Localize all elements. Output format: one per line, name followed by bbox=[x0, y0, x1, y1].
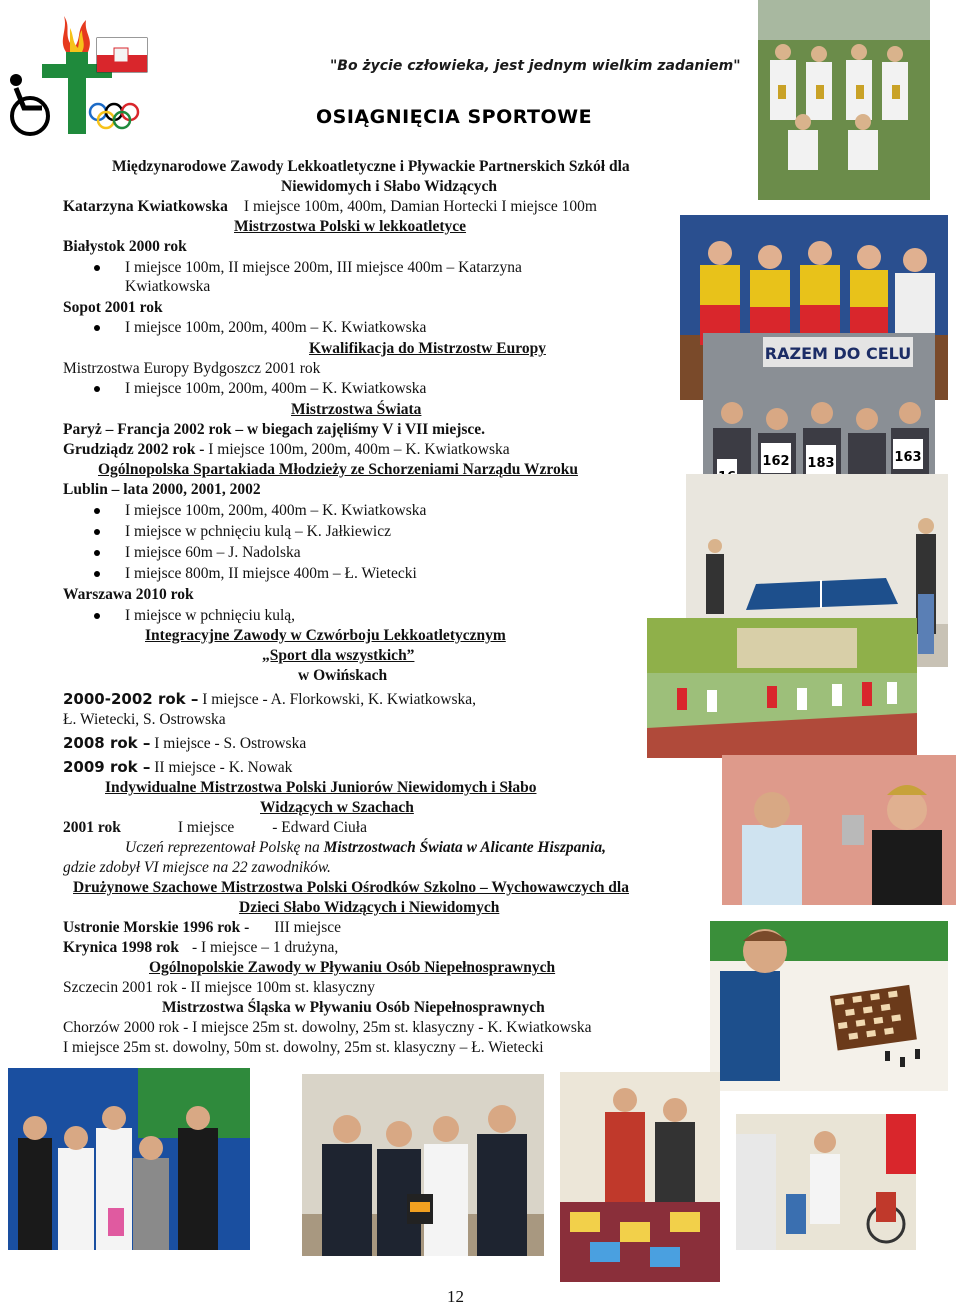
note-line: gdzie zdobył VI miejsce na 22 zawodników. bbox=[63, 859, 331, 876]
location-year: Lublin – lata 2000, 2001, 2002 bbox=[63, 481, 261, 498]
result-line: I miejsce 100m, 200m, 400m – K. Kwiatkowska bbox=[125, 319, 427, 336]
section-heading: Drużynowe Szachowe Mistrzostwa Polski Ośrodków Szkolno – Wychowawczych dla bbox=[73, 879, 629, 896]
result-line bbox=[63, 818, 367, 838]
bullet bbox=[94, 325, 100, 331]
photo-wheelchair-event bbox=[736, 1114, 916, 1250]
section-heading: Dzieci Słabo Widzących i Niewidomych bbox=[239, 899, 500, 916]
photo-chess-award bbox=[722, 755, 956, 905]
section-heading: w Owińskach bbox=[298, 667, 388, 684]
result-line bbox=[63, 757, 292, 778]
result-line bbox=[63, 733, 306, 754]
place-text: III miejsce bbox=[274, 919, 341, 936]
bullet bbox=[94, 529, 100, 535]
result-line: I miejsce 60m – J. Nadolska bbox=[125, 544, 301, 561]
result-line bbox=[63, 938, 338, 958]
bullet bbox=[94, 571, 100, 577]
bullet bbox=[94, 265, 100, 271]
result-text: II miejsce - K. Nowak bbox=[150, 759, 293, 776]
page-number: 12 bbox=[447, 1287, 464, 1306]
result-line: I miejsce 100m, 200m, 400m – K. Kwiatkowska bbox=[125, 380, 427, 397]
bullet bbox=[94, 550, 100, 556]
place-text: I miejsce bbox=[177, 819, 235, 836]
result-line: I miejsce 800m, II miejsce 400m – Ł. Wietecki bbox=[125, 565, 417, 582]
event-heading: Niewidomych i Słabo Widzących bbox=[281, 178, 498, 195]
bib-number: 183 bbox=[807, 456, 835, 471]
result-text: I miejsce 100m, 400m, Damian Hortecki I miejsce 100m bbox=[243, 198, 597, 215]
result-line: Ł. Wietecki, S. Ostrowska bbox=[63, 711, 226, 728]
location-year: Ustronie Morskie 1996 rok - bbox=[63, 919, 250, 936]
athlete-name: Katarzyna Kwiatkowska bbox=[63, 198, 228, 215]
section-heading: Kwalifikacja do Mistrzostw Europy bbox=[309, 340, 546, 357]
athlete-name: - Edward Ciuła bbox=[272, 819, 367, 836]
event-heading: Międzynarodowe Zawody Lekkoatletyczne i Pływackie Partnerskich Szkół dla bbox=[112, 158, 630, 175]
bullet bbox=[94, 386, 100, 392]
section-heading: Mistrzostwa Polski w lekkoatletyce bbox=[234, 218, 467, 235]
location-year: Białystok 2000 rok bbox=[63, 238, 187, 255]
section-heading: Mistrzostwa Świata bbox=[291, 401, 422, 418]
photo-exhibition bbox=[560, 1072, 720, 1282]
page-title: OSIĄGNIĘCIA SPORTOWE bbox=[316, 106, 593, 128]
photo-award-ceremony-2 bbox=[302, 1074, 544, 1256]
location-year: Grudziądz 2002 rok - bbox=[63, 441, 209, 458]
location-year: Warszawa 2010 rok bbox=[63, 586, 194, 603]
bullet bbox=[94, 613, 100, 619]
result-line: I miejsce w pchnięciu kulą, bbox=[125, 607, 296, 624]
result-line: I miejsce w pchnięciu kulą – K. Jałkiewicz bbox=[125, 523, 391, 540]
result-text: I miejsce - A. Florkowski, K. Kwiatkowska, bbox=[198, 691, 477, 708]
result-text: I miejsce - S. Ostrowska bbox=[150, 735, 307, 752]
year-label: 2000-2002 rok – bbox=[63, 690, 199, 708]
result-line bbox=[63, 440, 510, 460]
place-text: - I miejsce – 1 drużyna, bbox=[191, 939, 339, 956]
result-line: Szczecin 2001 rok - II miejsce 100m st. klasyczny bbox=[63, 979, 376, 996]
year-label: 2001 rok bbox=[63, 819, 121, 836]
section-heading: Indywidualne Mistrzostwa Polski Juniorów Niewidomych i Słabo bbox=[105, 779, 537, 796]
photo-trophy-team bbox=[758, 0, 930, 200]
year-label: 2008 rok – bbox=[63, 734, 151, 752]
result-line bbox=[63, 197, 597, 217]
section-heading: Ogólnopolskie Zawody w Pływaniu Osób Niepełnosprawnych bbox=[149, 959, 556, 976]
result-line bbox=[63, 918, 341, 938]
bib-number: 162 bbox=[762, 454, 790, 469]
location-year: Sopot 2001 rok bbox=[63, 299, 163, 316]
section-heading: Widzących w Szachach bbox=[260, 799, 414, 816]
result-line: Chorzów 2000 rok - I miejsce 25m st. dowolny, 25m st. klasyczny - K. Kwiatkowska bbox=[63, 1019, 592, 1036]
section-heading: Mistrzostwa Śląska w Pływaniu Osób Niepełnosprawnych bbox=[162, 999, 545, 1016]
section-heading: „Sport dla wszystkich” bbox=[262, 647, 415, 664]
photo-athletics-race bbox=[647, 618, 917, 758]
photo-award-ceremony-1 bbox=[8, 1068, 250, 1250]
bullet bbox=[94, 508, 100, 514]
location-year: Krynica 1998 rok bbox=[63, 939, 179, 956]
result-text: I miejsce 100m, 200m, 400m – K. Kwiatkowska bbox=[208, 441, 510, 458]
photo-chess-game bbox=[710, 921, 948, 1091]
section-heading: Integracyjne Zawody w Czwórboju Lekkoatletycznym bbox=[145, 627, 506, 644]
year-label: 2009 rok – bbox=[63, 758, 151, 776]
result-line: I miejsce 100m, II miejsce 200m, III miejsce 400m – Katarzyna bbox=[125, 259, 522, 276]
school-sports-logo bbox=[2, 8, 152, 138]
result-line bbox=[63, 689, 476, 710]
result-line: I miejsce 100m, 200m, 400m – K. Kwiatkowska bbox=[125, 502, 427, 519]
result-line: Kwiatkowska bbox=[125, 278, 211, 295]
result-line: Paryż – Francja 2002 rok – w biegach zajęliśmy V i VII miejsce. bbox=[63, 421, 486, 438]
bib-number: 163 bbox=[894, 450, 922, 465]
location-year: Mistrzostwa Europy Bydgoszcz 2001 rok bbox=[63, 360, 321, 377]
motto: "Bo życie człowieka, jest jednym wielkim zadaniem" bbox=[330, 58, 741, 74]
banner-text: RAZEM DO CELU bbox=[764, 344, 912, 363]
note-line: Uczeń reprezentował Polskę na Mistrzostwach Świata w Alicante Hiszpania, bbox=[125, 839, 606, 856]
section-heading: Ogólnopolska Spartakiada Młodzieży ze Schorzeniami Narządu Wzroku bbox=[98, 461, 578, 478]
result-line: I miejsce 25m st. dowolny, 50m st. dowolny, 25m st. klasyczny – Ł. Wietecki bbox=[63, 1039, 544, 1056]
